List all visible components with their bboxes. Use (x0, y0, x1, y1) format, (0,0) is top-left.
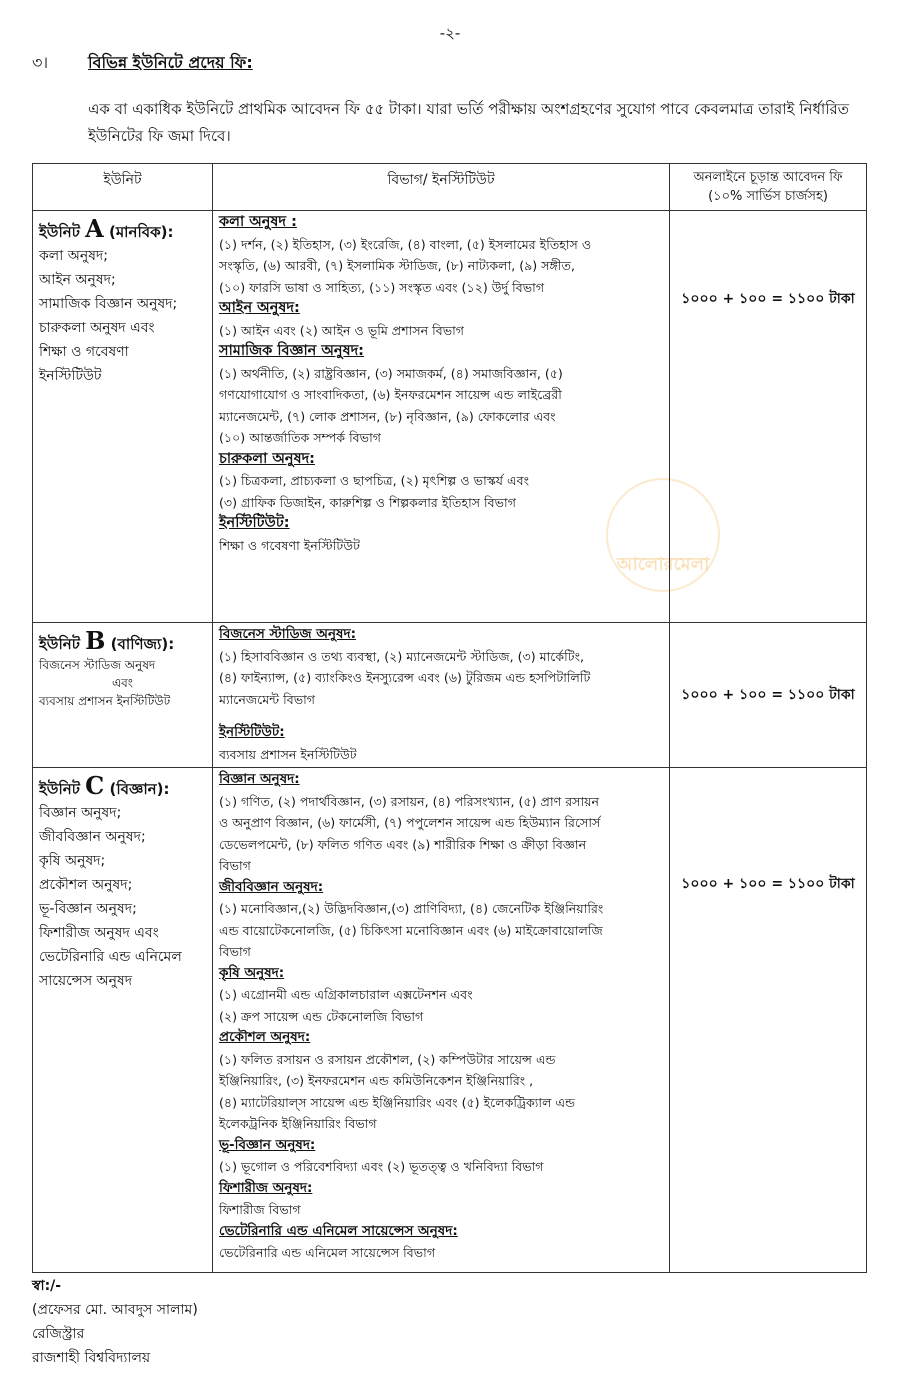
department-cell (213, 211, 670, 623)
signature-mark: স্বা:/- (32, 1278, 62, 1294)
signatory-title: রেজিস্ট্রার (32, 1326, 85, 1342)
department-line: (১) হিসাববিজ্ঞান ও তথ্য ব্যবস্থা, (২) ম্যানেজমেন্ট স্টাডিজ, (৩) মার্কেটিং, (219, 648, 585, 664)
faculty-heading: বিজ্ঞান অনুষদ: (219, 771, 300, 787)
faculty-heading: জীববিজ্ঞান অনুষদ: (219, 878, 324, 895)
fee-cell (670, 623, 867, 768)
department-line: সংস্কৃতি, (৬) আরবী, (৭) ইসলামিক স্টাডিজ, (৮) নাট্যকলা, (৯) সঙ্গীত, (219, 258, 575, 273)
unit-faculty-item: আইন অনুষদ; (39, 272, 116, 288)
department-line: (১) দর্শন, (২) ইতিহাস, (৩) ইংরেজি, (৪) বাংলা, (৫) ইসলামের ইতিহাস ও (219, 236, 592, 252)
signatory-name: (প্রফেসর মো. আবদুস সালাম) (32, 1302, 198, 1318)
header-unit: ইউনিট (33, 164, 213, 211)
faculty-heading: ভূ-বিজ্ঞান অনুষদ: (219, 1136, 316, 1153)
faculty-heading: চারুকলা অনুষদ: (219, 450, 315, 467)
department-line: (৪) ফাইন্যান্স, (৫) ব্যাংকিংও ইনস্যুরেন্স এবং (৬) টুরিজম এন্ড হসপিটালিটি (219, 670, 591, 685)
department-line: ইলেকট্রনিক ইঞ্জিনিয়ারিং বিভাগ (219, 1116, 377, 1131)
unit-label: ইউনিট (39, 223, 86, 241)
department-line: বিভাগ (219, 944, 251, 959)
signature-block (32, 1274, 198, 1370)
table-header-row (33, 164, 867, 211)
unit-heading (39, 626, 206, 656)
header-department: বিভাগ/ ইনস্টিটিউট (213, 164, 670, 211)
department-line: (৪) ম্যাটেরিয়াল্স সায়েন্স এন্ড ইঞ্জিনিয়ারিং এবং (৫) ইলেকট্রিক্যাল এন্ড (219, 1094, 576, 1110)
unit-faculty-item: চারুকলা অনুষদ এবং (39, 320, 155, 336)
department-line: ম্যানেজমেন্ট, (৭) লোক প্রশাসন, (৮) নৃবিজ্ঞান, (৯) ফোকলোর এবং (219, 408, 556, 424)
department-line: (১০) আন্তর্জাতিক সম্পর্ক বিভাগ (219, 430, 381, 445)
unit-faculty-item: ভেটেরিনারি এন্ড এনিমেল (39, 949, 182, 965)
page-number: -২- (439, 24, 461, 42)
unit-faculty-item: শিক্ষা ও গবেষণা (39, 344, 129, 360)
unit-faculty-item: জীববিজ্ঞান অনুষদ; (39, 829, 146, 845)
unit-faculty-item: সায়েন্সেস অনুষদ (39, 973, 133, 989)
department-line: ইঞ্জিনিয়ারিং, (৩) ইনফরমেশন এন্ড কমিউনিকেশন ইঞ্জিনিয়ারিং , (219, 1073, 534, 1088)
department-line: শিক্ষা ও গবেষণা ইনস্টিটিউট (219, 537, 360, 553)
department-line: (১) গণিত, (২) পদার্থবিজ্ঞান, (৩) রসায়ন, (৪) পরিসংখ্যান, (৫) প্রাণ রসায়ন (219, 793, 600, 809)
unit-letter: B (85, 626, 106, 655)
unit-label: ইউনিট (39, 780, 86, 798)
unit-faculty-item: এবং (112, 676, 133, 690)
faculty-heading: ইনস্টিটিউট: (219, 515, 290, 531)
unit-faculty-item: কৃষি অনুষদ; (39, 853, 106, 869)
unit-letter: C (85, 771, 105, 800)
section-title: বিভিন্ন ইউনিটে প্রদেয় ফি: (88, 53, 253, 72)
department-line: ডেভেলপমেন্ট, (৮) ফলিত গণিত এবং (৯) শারীরিক শিক্ষা ও ক্রীড়া বিজ্ঞান (219, 836, 587, 852)
department-line: (১) আইন এবং (২) আইন ও ভূমি প্রশাসন বিভাগ (219, 322, 465, 338)
fee-amount: ১০০০ + ১০০ = ১১০০ টাকা (681, 291, 855, 307)
unit-group: (মানবিক): (103, 223, 174, 241)
table-row (33, 211, 867, 623)
unit-faculty-item: বিজ্ঞান অনুষদ; (39, 805, 122, 821)
unit-faculty-item: ব্যবসায় প্রশাসন ইনস্টিটিউট (39, 694, 171, 708)
faculty-heading: আইন অনুষদ: (219, 300, 300, 316)
unit-faculty-item: ইনস্টিটিউট (39, 368, 102, 384)
faculty-heading: বিজনেস স্টাডিজ অনুষদ: (219, 626, 356, 642)
header-fee-line1: অনলাইনে চূড়ান্ত আবেদন ফি (693, 170, 843, 185)
faculty-heading: ভেটেরিনারি এন্ড এনিমেল সায়েন্সেস অনুষদ: (219, 1222, 458, 1239)
department-line: (২) ক্রপ সায়েন্স এন্ড টেকনোলজি বিভাগ (219, 1008, 424, 1024)
department-line: ব্যবসায় প্রশাসন ইনস্টিটিউট (219, 746, 357, 762)
section-heading (32, 50, 253, 77)
faculty-heading: সামাজিক বিজ্ঞান অনুষদ: (219, 343, 364, 359)
faculty-heading: ফিশারীজ অনুষদ: (219, 1179, 313, 1196)
department-line: (১) এগ্রোনমী এন্ড এগ্রিকালচারাল এক্সটেনশন এবং (219, 987, 473, 1002)
fee-amount: ১০০০ + ১০০ = ১১০০ টাকা (681, 687, 855, 703)
signatory-org: রাজশাহী বিশ্ববিদ্যালয় (32, 1350, 151, 1366)
faculty-heading: প্রকৌশল অনুষদ: (219, 1029, 311, 1045)
department-line: ফিশারীজ বিভাগ (219, 1202, 301, 1217)
department-line: গণযোগাযোগ ও সাংবাদিকতা, (৬) ইনফরমেশন সায়েন্স এন্ড লাইব্রেরী (219, 387, 562, 402)
table-row (33, 623, 867, 768)
department-line: (১) অর্থনীতি, (২) রাষ্ট্রবিজ্ঞান, (৩) সমাজকর্ম, (৪) সমাজবিজ্ঞান, (৫) (219, 365, 563, 381)
intro-paragraph: এক বা একাধিক ইউনিটে প্রাথমিক আবেদন ফি ৫৫ টাকা। যারা ভর্তি পরীক্ষায় অংশগ্রহণের সুযোগ পাবে কেবলমাত্র তারাই নির্ধারিত ইউনিটের ফি জমা দিবে। (88, 100, 850, 145)
department-line: এন্ড বায়োটেকনোলজি, (৫) চিকিৎসা মনোবিজ্ঞান এবং (৬) মাইক্রোবায়োলজি (219, 922, 603, 938)
department-line: (১) মনোবিজ্ঞান,(২) উদ্ভিদবিজ্ঞান,(৩) প্রাণিবিদ্যা, (৪) জেনেটিক ইঞ্জিনিয়ারিং (219, 901, 604, 916)
department-cell (213, 768, 670, 1273)
department-line: (১) ফলিত রসায়ন ও রসায়ন প্রকৌশল, (২) কম্পিউটার সায়েন্স এন্ড (219, 1051, 556, 1067)
unit-faculty-item: ফিশারীজ অনুষদ এবং (39, 925, 159, 941)
department-line: (৩) গ্রাফিক ডিজাইন, কারুশিল্প ও শিল্পকলার ইতিহাস বিভাগ (219, 494, 516, 510)
spacer (219, 710, 663, 722)
unit-group: (বাণিজ্য): (105, 635, 175, 653)
unit-label: ইউনিট (39, 635, 86, 653)
header-fee-line2: (১০% সার্ভিস চার্জসহ) (708, 189, 828, 204)
fee-table (32, 163, 867, 1273)
unit-letter: A (85, 214, 104, 243)
faculty-heading: কৃষি অনুষদ: (219, 964, 285, 981)
section-number: ৩। (32, 53, 49, 72)
department-line: ও অনুপ্রাণ বিজ্ঞান, (৬) ফার্মেসী, (৭) পপুলেশন সায়েন্স এন্ড হিউম্যান রিসোর্স (219, 815, 601, 830)
department-line: ম্যানেজমেন্ট বিভাগ (219, 691, 316, 707)
header-fee (670, 164, 867, 211)
unit-heading (39, 771, 206, 801)
unit-cell (33, 211, 213, 623)
watermark-logo: আলোরমেলা (606, 478, 720, 592)
unit-faculty-item: প্রকৌশল অনুষদ; (39, 877, 133, 893)
unit-heading (39, 214, 206, 244)
unit-faculty-item: বিজনেস স্টাডিজ অনুষদ (39, 658, 156, 672)
unit-faculty-item: ভূ-বিজ্ঞান অনুষদ; (39, 901, 137, 917)
department-line: (১) ভূগোল ও পরিবেশবিদ্যা এবং (২) ভূতত্ত্ব ও খনিবিদ্যা বিভাগ (219, 1159, 544, 1174)
faculty-heading: কলা অনুষদ : (219, 214, 297, 230)
fee-cell (670, 211, 867, 623)
department-line: বিভাগ (219, 858, 251, 873)
table-row (33, 768, 867, 1273)
department-line: ভেটেরিনারি এন্ড এনিমেল সায়েন্সেস বিভাগ (219, 1245, 436, 1260)
fee-amount: ১০০০ + ১০০ = ১১০০ টাকা (681, 876, 855, 892)
unit-cell (33, 623, 213, 768)
unit-cell (33, 768, 213, 1273)
unit-group: (বিজ্ঞান): (104, 780, 170, 798)
unit-faculty-item: সামাজিক বিজ্ঞান অনুষদ; (39, 296, 178, 312)
unit-faculty-item: কলা অনুষদ; (39, 248, 109, 264)
faculty-heading: ইনস্টিটিউট: (219, 724, 285, 740)
fee-cell (670, 768, 867, 1273)
department-line: (১০) ফারসি ভাষা ও সাহিত্য, (১১) সংস্কৃত এবং (১২) উর্দু বিভাগ (219, 279, 545, 295)
department-cell (213, 623, 670, 768)
department-line: (১) চিত্রকলা, প্রাচ্যকলা ও ছাপচিত্র, (২) মৃৎশিল্প ও ভাস্কর্য এবং (219, 473, 530, 488)
